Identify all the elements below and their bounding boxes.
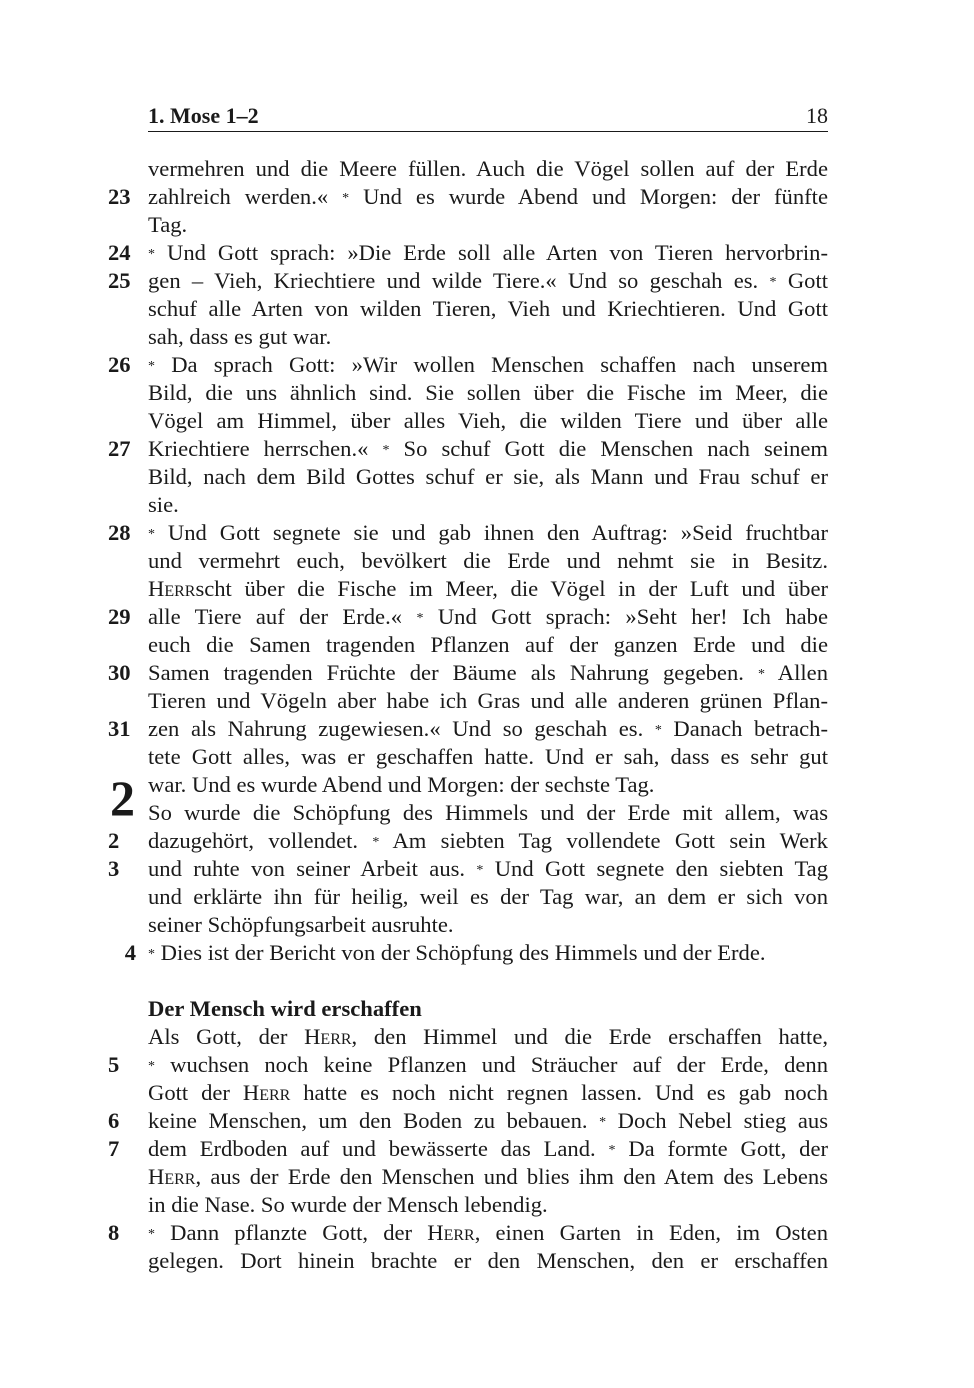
text-run: Als Gott, der	[148, 1024, 305, 1049]
page-number: 18	[806, 103, 828, 128]
text-run: Da sprach Gott: »Wir wollen Menschen schaffen nach unserem	[155, 352, 828, 377]
text-run: Dies ist der Bericht von der Schöpfung des Himmels und der Erde.	[155, 940, 766, 965]
text-line	[148, 1163, 828, 1191]
line-text	[148, 156, 828, 181]
verse-number: 27	[108, 436, 131, 461]
text-line	[148, 463, 828, 491]
text-run: in die Nase. So wurde der Mensch lebendig.	[148, 1192, 548, 1217]
text-line	[148, 1079, 828, 1107]
divine-name: Herr	[148, 1164, 196, 1189]
text-run: und erklärte ihn für heilig, weil es der Tag war, an dem er sich von	[148, 884, 828, 909]
verse-marker: *	[148, 527, 155, 542]
text-run: Bild, nach dem Bild Gottes schuf er sie, als Mann und Frau schuf er	[148, 464, 828, 489]
text-line	[108, 351, 828, 379]
line-text	[148, 1052, 828, 1077]
book-reference: 1. Mose 1–2	[148, 103, 259, 128]
text-line	[148, 1247, 828, 1275]
verse-number: 28	[108, 520, 131, 545]
divine-name: Herr	[242, 1080, 291, 1105]
line-text	[148, 744, 828, 769]
verse-number: 8	[108, 1220, 120, 1245]
line-text	[148, 548, 828, 573]
line-text	[148, 604, 828, 629]
text-run: Gott	[776, 268, 828, 293]
text-run: zahlreich werden.«	[148, 184, 343, 209]
text-run: und ruhte von seiner Arbeit aus.	[148, 856, 477, 881]
text-run: , aus der Erde den Menschen und blies ihm den Atem des Lebens	[195, 1164, 828, 1189]
text-run: So wurde die Schöpfung des Himmels und der Erde mit allem, was	[148, 800, 828, 825]
line-text	[148, 576, 828, 601]
line-text	[148, 688, 828, 713]
text-line	[148, 211, 828, 239]
text-line	[108, 1051, 828, 1079]
text-line	[108, 855, 828, 883]
divine-name: Herr	[304, 1024, 352, 1049]
divine-name: Herr	[148, 576, 196, 601]
line-text	[148, 1192, 548, 1217]
text-line	[108, 239, 828, 267]
text-line	[108, 267, 828, 295]
line-text	[148, 884, 828, 909]
text-run: tete Gott alles, was er geschaffen hatte. Und er sah, dass es sehr gut	[148, 744, 828, 769]
text-run: Danach betrach-	[661, 716, 828, 741]
line-text	[148, 352, 828, 377]
line-text	[148, 912, 454, 937]
text-line	[148, 547, 828, 575]
verse-number: 5	[108, 1052, 120, 1077]
text-run: dazugehört, vollendet.	[148, 828, 373, 853]
text-line	[108, 519, 828, 547]
text-run: Gott der	[148, 1080, 243, 1105]
verse-marker: *	[769, 275, 777, 290]
text-line	[148, 799, 828, 827]
text-line	[148, 491, 828, 519]
verse-marker: *	[608, 1143, 616, 1158]
verse-marker: *	[148, 359, 155, 374]
line-text	[148, 772, 654, 797]
text-run: seiner Schöpfungsarbeit ausruhte.	[148, 912, 454, 937]
section-heading	[148, 995, 828, 1023]
verse-number: 7	[108, 1136, 120, 1161]
text-run: vermehren und die Meere füllen. Auch die Vögel sollen auf der Erde	[148, 156, 828, 181]
line-text	[148, 716, 828, 741]
text-line	[108, 435, 828, 463]
line-text	[148, 184, 828, 209]
text-line	[108, 715, 828, 743]
section-spacer	[148, 967, 828, 995]
text-line	[108, 659, 828, 687]
text-run: gelegen. Dort hinein brachte er den Menschen, den er erschaffen	[148, 1248, 828, 1273]
text-line	[148, 687, 828, 715]
verse-marker: *	[148, 1227, 155, 1242]
line-text	[148, 408, 828, 433]
text-line	[148, 743, 828, 771]
text-line	[108, 603, 828, 631]
text-run: Bild, die uns ähnlich sind. Sie sollen über die Fische im Meer, die	[148, 380, 828, 405]
verse-marker: *	[148, 247, 155, 262]
line-text	[148, 1220, 828, 1245]
line-text	[148, 268, 828, 293]
text-line	[148, 631, 828, 659]
verse-marker: *	[416, 611, 424, 626]
line-text	[148, 828, 828, 853]
text-run: euch die Samen tragenden Pflanzen auf der ganzen Erde und die	[148, 632, 828, 657]
text-run: und vermehrt euch, bevölkert die Erde und nehmt sie in Besitz.	[148, 548, 828, 573]
text-line	[108, 1135, 828, 1163]
text-line	[124, 939, 828, 967]
line-text	[148, 296, 828, 321]
text-line	[148, 379, 828, 407]
line-text	[148, 520, 828, 545]
text-run: keine Menschen, um den Boden zu bebauen.	[148, 1108, 600, 1133]
line-text	[148, 1164, 828, 1189]
divine-name: Herr	[427, 1220, 475, 1245]
text-line	[148, 323, 828, 351]
line-text	[148, 996, 422, 1021]
line-text	[148, 660, 828, 685]
line-text	[148, 632, 828, 657]
verse-number: 3	[108, 856, 120, 881]
text-line	[148, 155, 828, 183]
verse-number: 23	[108, 184, 131, 209]
line-text	[148, 240, 828, 265]
text-run: war. Und es wurde Abend und Morgen: der sechste Tag.	[148, 772, 655, 797]
text-run: Und Gott segnete den siebten Tag	[483, 856, 828, 881]
text-run: , den Himmel und die Erde erschaffen hatte,	[351, 1024, 829, 1049]
verse-marker: *	[148, 947, 155, 962]
running-header	[148, 103, 828, 132]
text-run: Am siebten Tag vollendete Gott sein Werk	[379, 828, 828, 853]
line-text	[148, 492, 179, 517]
text-run: sah, dass es gut war.	[148, 324, 332, 349]
verse-marker: *	[372, 835, 380, 850]
verse-number: 6	[108, 1108, 120, 1133]
text-run: gen – Vieh, Kriechtiere und wilde Tiere.« Und so geschah es.	[148, 268, 770, 293]
verse-number: 26	[108, 352, 131, 377]
text-run: Samen tragenden Früchte der Bäume als Nahrung gegeben.	[148, 660, 758, 685]
text-line	[108, 1107, 828, 1135]
text-line	[148, 575, 828, 603]
text-run: Und Gott sprach: »Seht her! Ich habe	[423, 604, 828, 629]
text-run: dem Erdboden auf und bewässerte das Land.	[148, 1136, 609, 1161]
text-run: alle Tiere auf der Erde.«	[148, 604, 417, 629]
text-line	[148, 911, 828, 939]
verse-number: 30	[108, 660, 131, 685]
text-run: sie.	[148, 492, 179, 517]
text-line	[148, 407, 828, 435]
verse-marker: *	[148, 1059, 155, 1074]
text-run: Und es wurde Abend und Morgen: der fünfte	[349, 184, 828, 209]
text-run: Vögel am Himmel, über alles Vieh, die wilden Tiere und über alle	[148, 408, 828, 433]
text-line	[148, 1023, 828, 1051]
verse-number: 2	[108, 828, 120, 853]
line-text	[148, 940, 766, 965]
verse-number: 31	[108, 716, 131, 741]
line-text	[148, 1080, 828, 1105]
text-run: , einen Garten in Eden, im Osten	[474, 1220, 828, 1245]
text-line	[148, 1191, 828, 1219]
line-text	[148, 1108, 828, 1133]
verse-number: 25	[108, 268, 131, 293]
line-text	[148, 1024, 828, 1049]
verse-marker: *	[599, 1115, 607, 1130]
line-text	[148, 800, 828, 825]
text-line	[108, 183, 828, 211]
text-run: schuf alle Arten von wilden Tieren, Vieh und Kriechtieren. Und Gott	[148, 296, 828, 321]
verse-marker: *	[654, 723, 662, 738]
text-run: Da formte Gott, der	[615, 1136, 828, 1161]
line-text	[148, 324, 331, 349]
scripture-text	[108, 155, 829, 1275]
text-run: Dann pflanzte Gott, der	[155, 1220, 428, 1245]
text-line	[108, 827, 828, 855]
verse-marker: *	[757, 667, 765, 682]
text-run: Und Gott segnete sie und gab ihnen den Auftrag: »Seid fruchtbar	[155, 520, 828, 545]
verse-number: 29	[108, 604, 131, 629]
text-line	[108, 1219, 828, 1247]
verse-marker: *	[476, 863, 484, 878]
text-run: scht über die Fische im Meer, die Vögel in der Luft und über	[195, 576, 828, 601]
text-run: Tag.	[148, 212, 188, 237]
text-run: Und Gott sprach: »Die Erde soll alle Arten von Tieren hervorbrin-	[155, 240, 828, 265]
chapter-number: 2	[110, 770, 135, 826]
text-run: zen als Nahrung zugewiesen.« Und so geschah es.	[148, 716, 655, 741]
line-text	[148, 1248, 828, 1273]
text-run: Kriechtiere herrschen.«	[148, 436, 383, 461]
text-run: hatte es noch nicht regnen lassen. Und es gab noch	[290, 1080, 828, 1105]
text-run: Tieren und Vögeln aber habe ich Gras und alle anderen grünen Pflan-	[148, 688, 828, 713]
verse-marker: *	[382, 443, 390, 458]
verse-number: 4	[124, 940, 136, 965]
text-run: Der Mensch wird erschaffen	[148, 996, 422, 1021]
verse-number: 24	[108, 240, 131, 265]
line-text	[148, 212, 187, 237]
line-text	[148, 436, 828, 461]
text-run: wuchsen noch keine Pflanzen und Sträucher auf der Erde, denn	[155, 1052, 828, 1077]
text-run: So schuf Gott die Menschen nach seinem	[389, 436, 828, 461]
line-text	[148, 380, 828, 405]
line-text	[148, 464, 828, 489]
text-run: Doch Nebel stieg aus	[606, 1108, 828, 1133]
text-line	[148, 295, 828, 323]
text-run: Allen	[764, 660, 828, 685]
line-text	[148, 1136, 828, 1161]
verse-marker: *	[342, 191, 350, 206]
text-line	[148, 883, 828, 911]
line-text	[148, 856, 828, 881]
